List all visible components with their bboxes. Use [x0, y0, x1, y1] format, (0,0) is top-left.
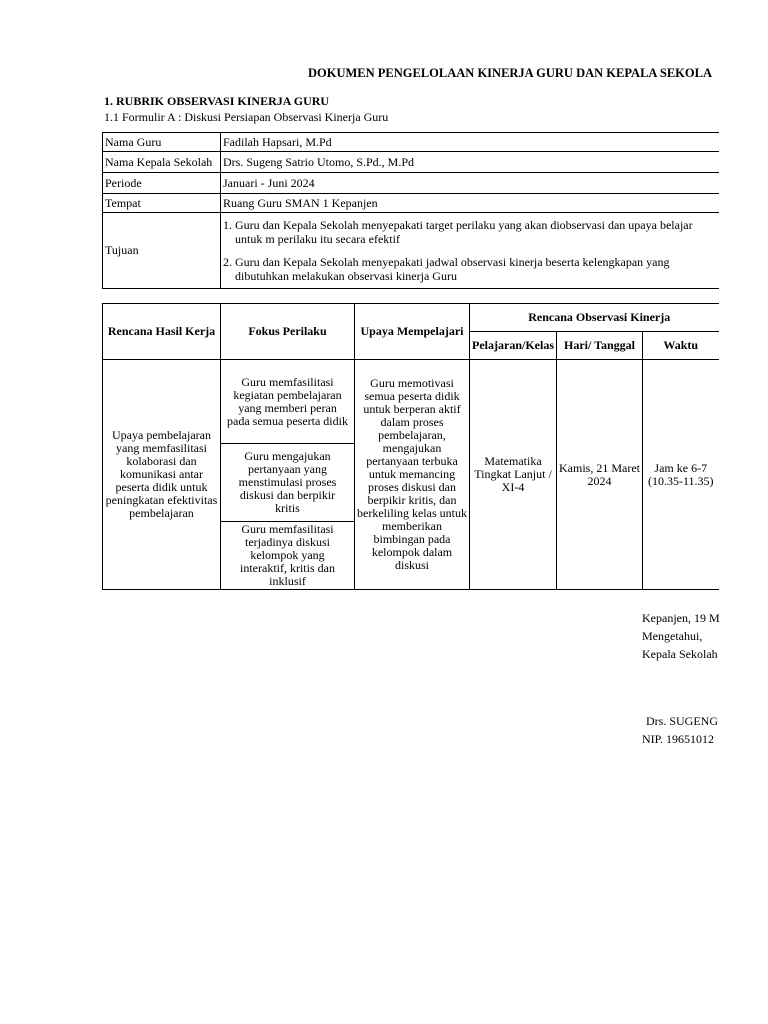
fokus-perilaku-item: Guru mengajukan pertanyaan yang menstimulasi proses diskusi dan berpikir kritis [221, 444, 355, 522]
rencana-hasil-cell: Upaya pembelajaran yang memfasilitasi kolaborasi dan komunikasi antar peserta didik untuk peningkatan efektivitas pembelajaran [103, 360, 221, 590]
upaya-mempelajari-cell: Guru memotivasi semua peserta didik untuk berperan aktif dalam proses pembelajaran, mengajukan pertanyaan terbuka untuk memancing proses diskusi dan berpikir kritis, dan berkeliling kelas untuk memberikan bimbingan pada kelompok dalam diskusi [355, 360, 470, 590]
tujuan-item [223, 218, 719, 246]
document-title: DOKUMEN PENGELOLAAN KINERJA GURU DAN KEPALA SEKOLA [308, 66, 712, 80]
plan-data-row [103, 360, 719, 444]
header-rencana-observasi: Rencana Observasi Kinerja [470, 304, 719, 332]
signature-role: Kepala Sekolah [642, 647, 718, 661]
tempat-value: Ruang Guru SMAN 1 Kepanjen [221, 194, 719, 213]
header-rencana-hasil: Rencana Hasil Kerja [103, 304, 221, 360]
fokus-perilaku-item: Guru memfasilitasi kegiatan pembelajaran yang memberi peran pada semua peserta didik [221, 360, 355, 444]
kepala-sekolah-label: Nama Kepala Sekolah [103, 152, 221, 173]
info-row-kepala [103, 152, 719, 173]
info-table [102, 132, 719, 289]
info-row-tempat [103, 194, 719, 213]
plan-table [102, 303, 719, 590]
form-title: 1.1 Formulir A : Diskusi Persiapan Observasi Kinerja Guru [104, 110, 389, 124]
header-fokus-perilaku: Fokus Perilaku [221, 304, 355, 360]
kepala-sekolah-value: Drs. Sugeng Satrio Utomo, S.Pd., M.Pd [221, 152, 719, 173]
signature-mengetahui: Mengetahui, [642, 629, 703, 643]
signature-block [642, 609, 768, 663]
tujuan-value [221, 213, 719, 289]
waktu-cell: Jam ke 6-7 (10.35-11.35) [643, 360, 719, 590]
header-waktu: Waktu [643, 332, 719, 360]
info-row-periode [103, 173, 719, 194]
tujuan-label: Tujuan [103, 213, 221, 289]
tujuan-list [223, 214, 719, 287]
tempat-label: Tempat [103, 194, 221, 213]
tujuan-item [223, 255, 719, 283]
signature-nip: NIP. 19651012 [642, 732, 715, 746]
tujuan-text: Guru dan Kepala Sekolah menyepakati target perilaku yang akan diobservasi dan upaya belajar untuk m perilaku itu secara efektif [235, 218, 693, 246]
plan-header-row [103, 304, 719, 332]
fokus-perilaku-item: Guru memfasilitasi terjadinya diskusi kelompok yang interaktif, kritis dan inklusif [221, 522, 355, 590]
signature-name: Drs. SUGENG [646, 714, 718, 728]
nama-guru-value: Fadilah Hapsari, M.Pd [221, 133, 719, 152]
hari-tanggal-cell: Kamis, 21 Maret 2024 [557, 360, 643, 590]
pelajaran-kelas-cell: Matematika Tingkat Lanjut / XI-4 [470, 360, 557, 590]
periode-value: Januari - Juni 2024 [221, 173, 719, 194]
tujuan-number: 1. [223, 218, 232, 232]
tujuan-text: Guru dan Kepala Sekolah menyepakati jadwal observasi kinerja beserta kelengkapan yang dibutuhkan melakukan observasi kinerja Guru [235, 255, 670, 283]
info-row-tujuan [103, 213, 719, 289]
section-title: 1. RUBRIK OBSERVASI KINERJA GURU [104, 94, 330, 108]
signature-place-date: Kepanjen, 19 M [642, 611, 720, 625]
nama-guru-label: Nama Guru [103, 133, 221, 152]
header-upaya-mempelajari: Upaya Mempelajari [355, 304, 470, 360]
info-row-nama-guru [103, 133, 719, 152]
tujuan-number: 2. [223, 255, 232, 269]
periode-label: Periode [103, 173, 221, 194]
header-hari-tanggal: Hari/ Tanggal [557, 332, 643, 360]
header-pelajaran-kelas: Pelajaran/Kelas [470, 332, 557, 360]
